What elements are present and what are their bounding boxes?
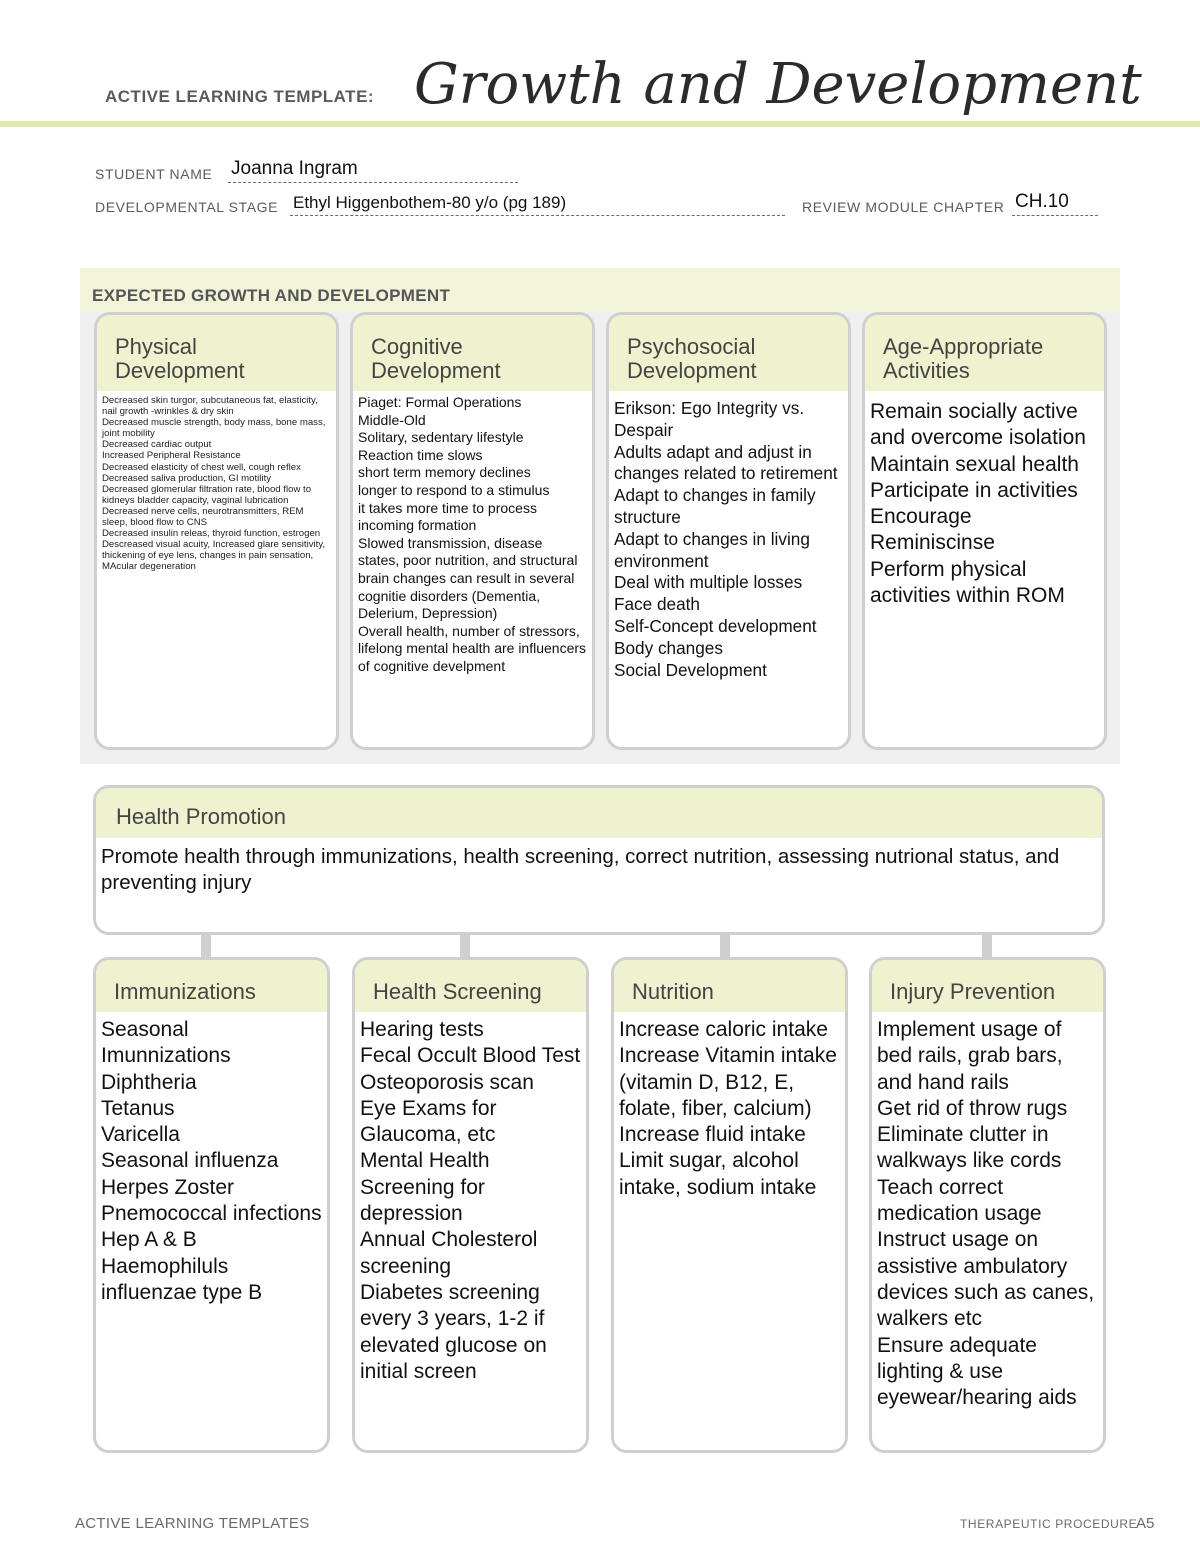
list-item: Perform physical activities within ROM bbox=[870, 557, 1065, 608]
expected-growth-title: EXPECTED GROWTH AND DEVELOPMENT bbox=[92, 286, 451, 305]
physical-development-title: Physical Development bbox=[115, 334, 245, 383]
list-item: Varicella bbox=[101, 1123, 180, 1147]
list-item: Diphtheria bbox=[101, 1070, 197, 1094]
list-item: Face death bbox=[614, 594, 700, 615]
list-item: Self-Concept development bbox=[614, 615, 817, 636]
developmental-stage-field[interactable] bbox=[290, 193, 785, 216]
developmental-stage-label: DEVELOPMENTAL STAGE bbox=[95, 199, 279, 215]
physical-development-card bbox=[94, 312, 339, 750]
list-item: Hearing tests bbox=[360, 1018, 484, 1041]
developmental-stage-value: Ethyl Higgenbothem-80 y/o (pg 189) bbox=[293, 193, 567, 212]
list-item: Maintain sexual health bbox=[870, 452, 1079, 476]
list-item: Social Development bbox=[614, 659, 767, 680]
injury-prevention-title: Injury Prevention bbox=[890, 979, 1056, 1004]
immunizations-title: Immunizations bbox=[114, 979, 256, 1004]
nutrition-header bbox=[614, 960, 845, 1012]
list-item: Decreased elasticity of chest well, cough reflex bbox=[102, 461, 301, 473]
age-appropriate-activities-list bbox=[870, 399, 1099, 609]
student-name-value: Joanna Ingram bbox=[231, 158, 358, 179]
list-item: Eye Exams for Glaucoma, etc bbox=[360, 1096, 497, 1147]
age-appropriate-activities-card bbox=[862, 312, 1107, 750]
list-item: Herpes Zoster bbox=[101, 1175, 235, 1199]
injury-prevention-list bbox=[877, 1017, 1098, 1411]
list-item: Limit sugar, alcohol intake, sodium intake bbox=[619, 1149, 817, 1199]
list-item: Erikson: Ego Integrity vs. Despair bbox=[614, 398, 805, 440]
list-item: it takes more time to process incoming formation bbox=[358, 499, 537, 534]
list-item: Tetanus bbox=[101, 1096, 175, 1120]
list-item: Decreased insulin releas, thyroid function, estrogen bbox=[102, 528, 321, 540]
health-promotion-header bbox=[96, 788, 1102, 838]
list-item: Slowed transmission, disease states, poor nutrition, and structural brain changes can result in several cognitie disorders (Dementia, Delerium, Depression) bbox=[358, 534, 578, 622]
age-appropriate-activities-title: Age-Appropriate Activities bbox=[883, 334, 1044, 383]
list-item: Osteoporosis scan bbox=[360, 1070, 534, 1094]
immunizations-header bbox=[96, 960, 327, 1012]
nutrition-list bbox=[619, 1017, 840, 1201]
injury-prevention-header bbox=[872, 960, 1103, 1012]
list-item: Ensure adequate lighting & use eyewear/hearing aids bbox=[877, 1333, 1077, 1410]
list-item: Hep A & B bbox=[101, 1228, 197, 1252]
list-item: Encourage Reminiscinse bbox=[870, 505, 995, 555]
list-item: Decreased nerve cells, neurotransmitters, REM sleep, blood flow to CNS bbox=[102, 505, 304, 529]
list-item: Annual Cholesterol screening bbox=[360, 1228, 538, 1278]
psychosocial-development-list bbox=[614, 398, 843, 681]
list-item: Seasonal Imunnizations bbox=[101, 1018, 231, 1068]
health-promotion-card bbox=[93, 785, 1105, 935]
list-item: Descreased visual acuity, Increased glare sensitivity, thickening of eye lens, changes in pain sensation, MAcular degeneration bbox=[102, 539, 326, 573]
cognitive-development-header bbox=[353, 315, 592, 391]
cognitive-development-card bbox=[350, 312, 595, 750]
health-screening-title: Health Screening bbox=[373, 979, 542, 1004]
list-item: Remain socially active and overcome isolation bbox=[870, 400, 1086, 450]
list-item: Reaction time slows bbox=[358, 446, 483, 463]
expected-growth-header bbox=[80, 268, 1120, 312]
header-divider bbox=[0, 121, 1200, 127]
health-screening-list bbox=[360, 1017, 581, 1385]
nutrition-title: Nutrition bbox=[632, 979, 714, 1004]
health-promotion-text: Promote health through immunizations, health screening, correct nutrition, assessing nutrional status, and preventing injury bbox=[101, 845, 1060, 894]
list-item: Adults adapt and adjust in changes related to retirement bbox=[614, 441, 838, 484]
connector-immunizations bbox=[201, 933, 211, 957]
connector-health-screening bbox=[460, 933, 470, 957]
list-item: Increase caloric intake bbox=[619, 1018, 828, 1041]
list-item: short term memory declines bbox=[358, 464, 531, 481]
list-item: Get rid of throw rugs bbox=[877, 1096, 1068, 1120]
list-item: Fecal Occult Blood Test bbox=[360, 1044, 581, 1068]
list-item: Increase Vitamin intake (vitamin D, B12, E, folate, fiber, calcium) bbox=[619, 1044, 837, 1120]
list-item: Solitary, sedentary lifestyle bbox=[358, 429, 524, 446]
physical-development-list bbox=[102, 395, 331, 573]
health-screening-header bbox=[355, 960, 586, 1012]
list-item: Overall health, number of stressors, lifelong mental health are influencers of cognitive develpment bbox=[358, 622, 587, 674]
footer-right-text: THERAPEUTIC PROCEDURE bbox=[960, 1517, 1138, 1531]
immunizations-list bbox=[101, 1017, 322, 1306]
nutrition-card bbox=[611, 957, 848, 1453]
cognitive-development-list bbox=[358, 394, 587, 676]
page-header bbox=[0, 0, 1200, 130]
list-item: Increased Peripheral Resistance bbox=[102, 450, 241, 462]
list-item: Eliminate clutter in walkways like cords bbox=[877, 1123, 1062, 1173]
list-item: Teach correct medication usage bbox=[877, 1175, 1042, 1226]
list-item: Instruct usage on assistive ambulatory devices such as canes, walkers etc bbox=[877, 1228, 1095, 1331]
injury-prevention-card bbox=[869, 957, 1106, 1453]
immunizations-card bbox=[93, 957, 330, 1453]
template-label: ACTIVE LEARNING TEMPLATE: bbox=[105, 87, 375, 106]
connector-injury-prevention bbox=[982, 933, 992, 957]
list-item: Body changes bbox=[614, 637, 723, 658]
list-item: Participate in activities bbox=[870, 478, 1078, 502]
list-item: Adapt to changes in living environment bbox=[614, 528, 810, 571]
age-appropriate-activities-header bbox=[865, 315, 1104, 391]
list-item: Middle-Old bbox=[358, 411, 426, 428]
connector-nutrition bbox=[720, 933, 730, 957]
review-chapter-label: REVIEW MODULE CHAPTER bbox=[802, 199, 1005, 215]
list-item: Decreased cardiac output bbox=[102, 439, 212, 451]
psychosocial-development-title: Psychosocial Development bbox=[627, 334, 757, 383]
list-item: Diabetes screening every 3 years, 1-2 if elevated glucose on initial screen bbox=[360, 1280, 547, 1383]
footer-left-text: ACTIVE LEARNING TEMPLATES bbox=[75, 1515, 310, 1532]
page-number: A5 bbox=[1136, 1515, 1155, 1532]
list-item: Pnemococcal infections bbox=[101, 1202, 322, 1226]
psychosocial-development-header bbox=[609, 315, 848, 391]
list-item: Decreased muscle strength, body mass, bone mass, joint mobility bbox=[102, 417, 326, 440]
review-chapter-value: CH.10 bbox=[1015, 191, 1069, 212]
health-screening-card bbox=[352, 957, 589, 1453]
list-item: Decreased saliva production, GI motility bbox=[102, 472, 272, 484]
list-item: Deal with multiple losses bbox=[614, 572, 803, 593]
cognitive-development-title: Cognitive Development bbox=[371, 334, 501, 383]
list-item: Increase fluid intake bbox=[619, 1123, 806, 1147]
page-title: Growth and Development bbox=[414, 52, 1142, 117]
list-item: Haemophiluls influenzae type B bbox=[101, 1254, 263, 1304]
list-item: Seasonal influenza bbox=[101, 1149, 279, 1173]
list-item: Mental Health Screening for depression bbox=[360, 1149, 490, 1226]
list-item: Decreased skin turgor, subcutaneous fat, elasticity, nail growth -wrinkles & dry skin bbox=[102, 395, 318, 418]
physical-development-header bbox=[97, 315, 336, 391]
list-item: Piaget: Formal Operations bbox=[358, 394, 522, 410]
student-name-field[interactable] bbox=[228, 160, 518, 183]
list-item: longer to respond to a stimulus bbox=[358, 481, 550, 498]
list-item: Decreased glomerular filtration rate, blood flow to kidneys bladder capacity, vaginal lubrication bbox=[102, 483, 312, 506]
expected-growth-section bbox=[80, 268, 1120, 764]
psychosocial-development-card bbox=[606, 312, 851, 750]
review-chapter-field[interactable] bbox=[1012, 193, 1098, 216]
list-item: Implement usage of bed rails, grab bars, and hand rails bbox=[877, 1018, 1063, 1094]
list-item: Adapt to changes in family structure bbox=[614, 485, 816, 527]
health-promotion-title: Health Promotion bbox=[116, 804, 286, 829]
student-name-label: STUDENT NAME bbox=[95, 166, 213, 182]
